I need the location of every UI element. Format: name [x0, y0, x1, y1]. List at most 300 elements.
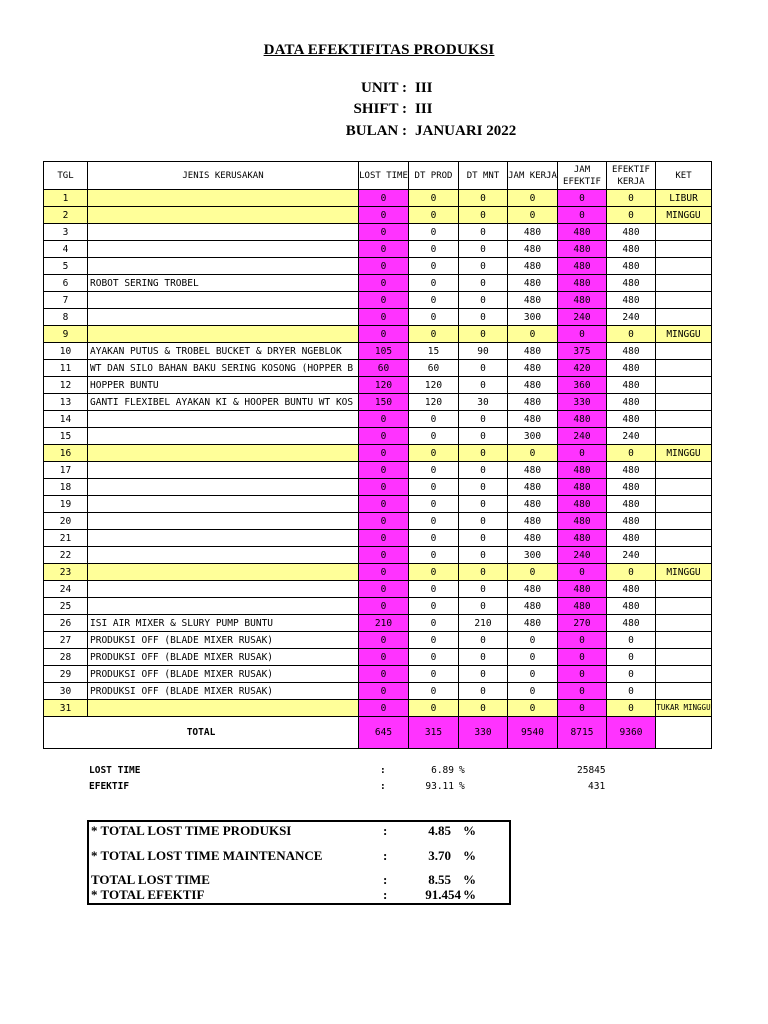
cell-ket: MINGGU	[656, 564, 712, 581]
cell-dt-prod: 0	[409, 513, 459, 530]
cell-jenis	[88, 190, 359, 207]
cell-ket	[656, 309, 712, 326]
cell-ket: MINGGU	[656, 207, 712, 224]
box-row-total-efektif	[91, 887, 507, 903]
cell-efektif-kerja: 480	[607, 462, 656, 479]
cell-tgl: 5	[44, 258, 88, 275]
cell-dt-prod: 120	[409, 394, 459, 411]
cell-jam-kerja: 480	[508, 224, 558, 241]
cell-jam-efektif: 240	[558, 428, 607, 445]
cell-tgl: 11	[44, 360, 88, 377]
cell-jam-efektif: 0	[558, 632, 607, 649]
box-lost-produksi-unit: %	[463, 823, 476, 838]
table-row	[44, 445, 712, 462]
cell-jam-kerja: 480	[508, 292, 558, 309]
cell-tgl: 23	[44, 564, 88, 581]
cell-dt-mnt: 0	[459, 683, 508, 700]
cell-jam-efektif: 480	[558, 496, 607, 513]
cell-dt-mnt: 0	[459, 326, 508, 343]
total-lost: 645	[359, 717, 409, 749]
cell-dt-prod: 0	[409, 224, 459, 241]
table-row	[44, 615, 712, 632]
cell-tgl: 16	[44, 445, 88, 462]
cell-tgl: 12	[44, 377, 88, 394]
cell-jam-kerja: 480	[508, 411, 558, 428]
cell-jenis	[88, 513, 359, 530]
cell-lost-time: 0	[359, 598, 409, 615]
bulan-label: BULAN :	[345, 123, 407, 139]
cell-tgl: 17	[44, 462, 88, 479]
cell-jenis	[88, 428, 359, 445]
cell-jenis	[88, 479, 359, 496]
header-jenis: JENIS KERUSAKAN	[88, 162, 359, 190]
header-jam-kerja: JAM KERJA	[508, 162, 558, 190]
cell-dt-prod: 0	[409, 530, 459, 547]
cell-lost-time: 0	[359, 462, 409, 479]
cell-jam-kerja: 480	[508, 513, 558, 530]
cell-jam-efektif: 480	[558, 258, 607, 275]
cell-jenis: HOPPER BUNTU	[88, 377, 359, 394]
cell-jam-efektif: 480	[558, 241, 607, 258]
cell-jenis	[88, 258, 359, 275]
cell-tgl: 3	[44, 224, 88, 241]
cell-ket	[656, 479, 712, 496]
cell-dt-prod: 0	[409, 462, 459, 479]
cell-lost-time: 60	[359, 360, 409, 377]
cell-dt-mnt: 90	[459, 343, 508, 360]
cell-jenis: ROBOT SERING TROBEL	[88, 275, 359, 292]
cell-jam-kerja: 480	[508, 462, 558, 479]
table-row	[44, 700, 712, 717]
total-efektif-kerja: 9360	[607, 717, 656, 749]
table-row	[44, 360, 712, 377]
table-row	[44, 394, 712, 411]
cell-lost-time: 0	[359, 326, 409, 343]
cell-tgl: 14	[44, 411, 88, 428]
cell-ket	[656, 496, 712, 513]
cell-efektif-kerja: 480	[607, 411, 656, 428]
cell-dt-mnt: 0	[459, 275, 508, 292]
summary-lost-colon: :	[380, 765, 386, 776]
table-row	[44, 292, 712, 309]
cell-efektif-kerja: 480	[607, 598, 656, 615]
box-row-lost-maintenance	[91, 848, 507, 864]
cell-ket	[656, 513, 712, 530]
box-lost-maintenance-unit: %	[463, 848, 476, 863]
cell-jenis	[88, 241, 359, 258]
cell-dt-prod: 0	[409, 547, 459, 564]
cell-tgl: 6	[44, 275, 88, 292]
box-total-efektif-label: * TOTAL EFEKTIF	[91, 887, 205, 902]
box-total-lost-value: 8.55	[428, 872, 451, 887]
box-total-efektif-value: 91.454	[425, 887, 461, 902]
cell-dt-mnt: 0	[459, 479, 508, 496]
cell-jenis: PRODUKSI OFF (BLADE MIXER RUSAK)	[88, 632, 359, 649]
table-row	[44, 462, 712, 479]
cell-efektif-kerja: 240	[607, 428, 656, 445]
cell-dt-mnt: 0	[459, 581, 508, 598]
table-row	[44, 411, 712, 428]
cell-ket	[656, 547, 712, 564]
box-total-efektif-unit: %	[463, 887, 476, 902]
cell-jenis: PRODUKSI OFF (BLADE MIXER RUSAK)	[88, 649, 359, 666]
cell-lost-time: 0	[359, 564, 409, 581]
cell-ket	[656, 632, 712, 649]
cell-dt-mnt: 0	[459, 496, 508, 513]
cell-jenis	[88, 462, 359, 479]
summary-lost-unit: %	[459, 765, 465, 776]
cell-tgl: 10	[44, 343, 88, 360]
cell-tgl: 29	[44, 666, 88, 683]
cell-jenis: WT DAN SILO BAHAN BAKU SERING KOSONG (HOPPER B	[88, 360, 359, 377]
cell-tgl: 27	[44, 632, 88, 649]
cell-lost-time: 0	[359, 241, 409, 258]
summary-lost-extra: 25845	[577, 765, 606, 776]
table-row	[44, 513, 712, 530]
cell-jenis	[88, 564, 359, 581]
cell-tgl: 26	[44, 615, 88, 632]
cell-efektif-kerja: 0	[607, 649, 656, 666]
cell-tgl: 8	[44, 309, 88, 326]
cell-dt-prod: 0	[409, 479, 459, 496]
cell-dt-prod: 0	[409, 581, 459, 598]
cell-ket	[656, 224, 712, 241]
cell-ket	[656, 530, 712, 547]
cell-efektif-kerja: 0	[607, 632, 656, 649]
cell-dt-prod: 0	[409, 258, 459, 275]
cell-jenis	[88, 292, 359, 309]
cell-jam-efektif: 0	[558, 683, 607, 700]
cell-lost-time: 0	[359, 700, 409, 717]
cell-jam-kerja: 0	[508, 700, 558, 717]
cell-tgl: 24	[44, 581, 88, 598]
cell-lost-time: 150	[359, 394, 409, 411]
cell-jam-kerja: 480	[508, 598, 558, 615]
cell-dt-prod: 0	[409, 615, 459, 632]
box-colon: :	[383, 887, 388, 902]
summary-eff-colon: :	[380, 781, 386, 792]
cell-lost-time: 0	[359, 224, 409, 241]
cell-efektif-kerja: 480	[607, 241, 656, 258]
cell-lost-time: 0	[359, 190, 409, 207]
cell-jenis: PRODUKSI OFF (BLADE MIXER RUSAK)	[88, 683, 359, 700]
cell-jam-efektif: 0	[558, 700, 607, 717]
cell-jam-kerja: 480	[508, 581, 558, 598]
cell-efektif-kerja: 480	[607, 496, 656, 513]
table-row	[44, 309, 712, 326]
box-colon: :	[383, 848, 388, 863]
cell-lost-time: 0	[359, 513, 409, 530]
cell-jam-efektif: 0	[558, 445, 607, 462]
cell-dt-prod: 0	[409, 428, 459, 445]
cell-dt-prod: 0	[409, 649, 459, 666]
cell-jenis	[88, 547, 359, 564]
cell-efektif-kerja: 480	[607, 275, 656, 292]
cell-lost-time: 0	[359, 683, 409, 700]
cell-jam-kerja: 480	[508, 360, 558, 377]
cell-jam-efektif: 330	[558, 394, 607, 411]
cell-dt-mnt: 0	[459, 649, 508, 666]
cell-jam-efektif: 0	[558, 190, 607, 207]
cell-jenis	[88, 445, 359, 462]
cell-dt-mnt: 0	[459, 530, 508, 547]
cell-efektif-kerja: 0	[607, 564, 656, 581]
shift-label: SHIFT :	[353, 101, 407, 117]
cell-jam-kerja: 300	[508, 547, 558, 564]
table-row	[44, 632, 712, 649]
cell-dt-prod: 0	[409, 564, 459, 581]
cell-dt-mnt: 0	[459, 360, 508, 377]
cell-dt-mnt: 0	[459, 700, 508, 717]
cell-jam-efektif: 0	[558, 326, 607, 343]
cell-dt-mnt: 0	[459, 411, 508, 428]
cell-jenis	[88, 224, 359, 241]
cell-jam-efektif: 480	[558, 275, 607, 292]
cell-jam-kerja: 480	[508, 275, 558, 292]
header-dt-mnt: DT MNT	[459, 162, 508, 190]
cell-tgl: 31	[44, 700, 88, 717]
cell-tgl: 13	[44, 394, 88, 411]
cell-efektif-kerja: 0	[607, 683, 656, 700]
cell-dt-mnt: 0	[459, 513, 508, 530]
cell-jenis: AYAKAN PUTUS & TROBEL BUCKET & DRYER NGEBLOK	[88, 343, 359, 360]
cell-dt-prod: 0	[409, 190, 459, 207]
cell-ket	[656, 581, 712, 598]
cell-jenis	[88, 496, 359, 513]
table-row	[44, 598, 712, 615]
cell-jam-kerja: 0	[508, 632, 558, 649]
cell-jam-kerja: 480	[508, 394, 558, 411]
header-lost-time: LOST TIME	[359, 162, 409, 190]
cell-jam-efektif: 480	[558, 479, 607, 496]
cell-ket	[656, 377, 712, 394]
cell-lost-time: 0	[359, 632, 409, 649]
total-dt-prod: 315	[409, 717, 459, 749]
cell-jam-kerja: 300	[508, 309, 558, 326]
table-row	[44, 649, 712, 666]
cell-jenis: ISI AIR MIXER & SLURY PUMP BUNTU	[88, 615, 359, 632]
summary-eff-label: EFEKTIF	[89, 781, 130, 792]
table-row	[44, 547, 712, 564]
cell-jenis	[88, 530, 359, 547]
cell-jam-efektif: 480	[558, 598, 607, 615]
cell-jam-efektif: 0	[558, 649, 607, 666]
table-row	[44, 496, 712, 513]
total-ket	[656, 717, 712, 749]
cell-ket	[656, 683, 712, 700]
cell-jam-efektif: 480	[558, 581, 607, 598]
cell-jam-efektif: 480	[558, 411, 607, 428]
cell-tgl: 28	[44, 649, 88, 666]
cell-ket: MINGGU	[656, 326, 712, 343]
cell-jam-kerja: 480	[508, 496, 558, 513]
cell-jenis	[88, 309, 359, 326]
totals-box	[87, 820, 511, 905]
cell-ket	[656, 360, 712, 377]
table-row	[44, 683, 712, 700]
box-row-total-lost	[91, 872, 507, 888]
cell-tgl: 20	[44, 513, 88, 530]
box-row-lost-produksi	[91, 823, 507, 839]
header-efektif-kerja: EFEKTIF KERJA	[607, 162, 656, 190]
table-row	[44, 581, 712, 598]
cell-lost-time: 0	[359, 292, 409, 309]
table-row	[44, 241, 712, 258]
header-ket: KET	[656, 162, 712, 190]
cell-tgl: 30	[44, 683, 88, 700]
cell-efektif-kerja: 480	[607, 377, 656, 394]
cell-jam-kerja: 300	[508, 428, 558, 445]
cell-lost-time: 120	[359, 377, 409, 394]
cell-ket	[656, 258, 712, 275]
cell-efektif-kerja: 480	[607, 394, 656, 411]
table-row	[44, 224, 712, 241]
total-jam-kerja: 9540	[508, 717, 558, 749]
cell-efektif-kerja: 0	[607, 207, 656, 224]
box-lost-maintenance-value: 3.70	[428, 848, 451, 863]
cell-ket: TUKAR MINGGU	[656, 700, 712, 717]
cell-dt-mnt: 30	[459, 394, 508, 411]
cell-ket	[656, 292, 712, 309]
cell-dt-mnt: 0	[459, 428, 508, 445]
cell-jam-kerja: 0	[508, 666, 558, 683]
cell-jenis	[88, 700, 359, 717]
shift-row	[0, 101, 768, 121]
box-colon: :	[383, 823, 388, 838]
cell-ket	[656, 241, 712, 258]
cell-tgl: 19	[44, 496, 88, 513]
cell-lost-time: 105	[359, 343, 409, 360]
cell-dt-mnt: 0	[459, 258, 508, 275]
cell-lost-time: 210	[359, 615, 409, 632]
box-lost-produksi-value: 4.85	[428, 823, 451, 838]
cell-dt-prod: 0	[409, 275, 459, 292]
cell-tgl: 21	[44, 530, 88, 547]
cell-lost-time: 0	[359, 258, 409, 275]
cell-ket	[656, 343, 712, 360]
cell-dt-mnt: 0	[459, 666, 508, 683]
total-dt-mnt: 330	[459, 717, 508, 749]
cell-jam-efektif: 240	[558, 309, 607, 326]
cell-lost-time: 0	[359, 207, 409, 224]
summary-eff-extra: 431	[588, 781, 606, 792]
cell-jam-efektif: 480	[558, 530, 607, 547]
cell-tgl: 18	[44, 479, 88, 496]
cell-jam-efektif: 0	[558, 564, 607, 581]
cell-dt-prod: 60	[409, 360, 459, 377]
cell-jam-efektif: 360	[558, 377, 607, 394]
cell-jam-kerja: 480	[508, 479, 558, 496]
cell-tgl: 22	[44, 547, 88, 564]
cell-dt-mnt: 210	[459, 615, 508, 632]
cell-efektif-kerja: 480	[607, 530, 656, 547]
cell-jam-efektif: 480	[558, 513, 607, 530]
cell-tgl: 9	[44, 326, 88, 343]
cell-jam-efektif: 270	[558, 615, 607, 632]
table-body	[44, 190, 712, 717]
cell-jenis: PRODUKSI OFF (BLADE MIXER RUSAK)	[88, 666, 359, 683]
page-title: DATA EFEKTIFITAS PRODUKSI	[263, 42, 495, 58]
cell-efektif-kerja: 480	[607, 224, 656, 241]
header-dt-prod: DT PROD	[409, 162, 459, 190]
cell-ket	[656, 666, 712, 683]
production-table	[43, 161, 712, 749]
table-row	[44, 564, 712, 581]
table-row	[44, 190, 712, 207]
cell-dt-mnt: 0	[459, 462, 508, 479]
cell-tgl: 15	[44, 428, 88, 445]
cell-dt-mnt: 0	[459, 241, 508, 258]
cell-ket	[656, 394, 712, 411]
cell-jam-efektif: 240	[558, 547, 607, 564]
cell-lost-time: 0	[359, 445, 409, 462]
bulan-value: JANUARI 2022	[415, 123, 517, 139]
total-label: TOTAL	[44, 717, 359, 749]
cell-ket	[656, 411, 712, 428]
cell-dt-prod: 0	[409, 326, 459, 343]
cell-ket: LIBUR	[656, 190, 712, 207]
table-row	[44, 275, 712, 292]
unit-row	[0, 80, 768, 100]
cell-ket	[656, 428, 712, 445]
cell-lost-time: 0	[359, 496, 409, 513]
unit-label: UNIT :	[361, 80, 407, 96]
cell-jam-kerja: 0	[508, 683, 558, 700]
cell-dt-mnt: 0	[459, 309, 508, 326]
cell-jam-kerja: 0	[508, 445, 558, 462]
cell-efektif-kerja: 0	[607, 666, 656, 683]
table-row	[44, 530, 712, 547]
header-jam-efektif: JAM EFEKTIF	[558, 162, 607, 190]
cell-efektif-kerja: 0	[607, 445, 656, 462]
cell-jam-efektif: 480	[558, 462, 607, 479]
cell-jenis	[88, 598, 359, 615]
cell-dt-prod: 0	[409, 700, 459, 717]
cell-efektif-kerja: 480	[607, 615, 656, 632]
cell-jam-efektif: 480	[558, 224, 607, 241]
cell-ket	[656, 649, 712, 666]
cell-dt-mnt: 0	[459, 632, 508, 649]
table-row	[44, 343, 712, 360]
cell-tgl: 1	[44, 190, 88, 207]
total-row	[44, 717, 712, 749]
cell-dt-prod: 0	[409, 207, 459, 224]
cell-dt-prod: 0	[409, 411, 459, 428]
cell-jam-kerja: 480	[508, 377, 558, 394]
summary-lost-pct: 6.89	[431, 765, 454, 776]
cell-jenis	[88, 207, 359, 224]
cell-jam-kerja: 0	[508, 207, 558, 224]
cell-dt-mnt: 0	[459, 598, 508, 615]
cell-jenis	[88, 581, 359, 598]
cell-dt-prod: 0	[409, 598, 459, 615]
cell-jenis: GANTI FLEXIBEL AYAKAN KI & HOOPER BUNTU WT KOS	[88, 394, 359, 411]
table-row	[44, 326, 712, 343]
summary-lost-label: LOST TIME	[89, 765, 141, 776]
cell-ket	[656, 615, 712, 632]
cell-jam-kerja: 480	[508, 343, 558, 360]
cell-jam-kerja: 480	[508, 530, 558, 547]
cell-tgl: 4	[44, 241, 88, 258]
cell-efektif-kerja: 240	[607, 309, 656, 326]
cell-tgl: 2	[44, 207, 88, 224]
cell-tgl: 7	[44, 292, 88, 309]
cell-lost-time: 0	[359, 547, 409, 564]
table-row	[44, 207, 712, 224]
cell-lost-time: 0	[359, 530, 409, 547]
cell-lost-time: 0	[359, 479, 409, 496]
cell-lost-time: 0	[359, 275, 409, 292]
